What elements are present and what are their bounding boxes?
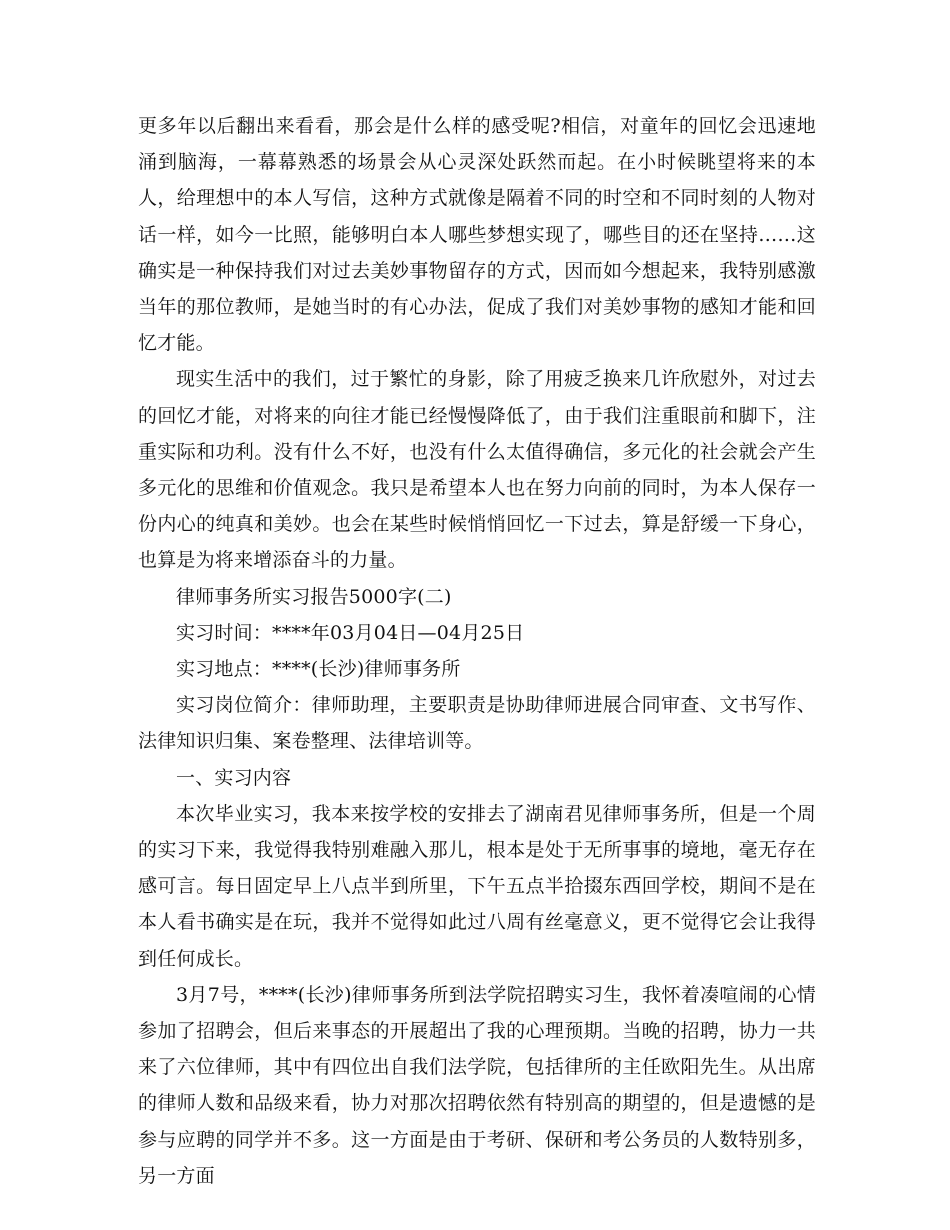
internship-time: 实习时间：****年03月04日—04月25日 <box>176 621 525 644</box>
heading-internship-content: 一、实习内容 <box>176 766 292 789</box>
section-title: 律师事务所实习报告5000字(二) <box>176 585 452 608</box>
paragraph-first-internship: 本次毕业实习，我本来按学校的安排去了湖南君见律师事务所，但是一个周的实习下来，我觉得我特别难融入那儿，根本是处于无所事事的境地，毫无存在感可言。每日固定早上八点半到所里，下午五点半拾掇东西回学校，期间不是在本人看书确实是在玩，我并不觉得如此过八周有丝毫意义，更不觉得它会让我得到任何成长。 <box>138 802 816 970</box>
paragraph-recruitment: 3月7号，****(长沙)律师事务所到法学院招聘实习生，我怀着凑喧闹的心情参加了招聘会，但后来事态的开展超出了我的心理预期。当晚的招聘，协力一共来了六位律师，其中有四位出自我们法学院，包括律所的主任欧阳先生。从出席的律师人数和品级来看，协力对那次招聘依然有特别高的期望的，但是遗憾的是参与应聘的同学并不多。这一方面是由于考研、保研和考公务员的人数特别多，另一方面 <box>138 983 816 1187</box>
internship-position: 实习岗位简介：律师助理，主要职责是协助律师进展合同审查、文书写作、法律知识归集、案卷整理、法律培训等。 <box>138 694 816 753</box>
paragraph-continuation: 更多年以后翻出来看看，那会是什么样的感受呢?相信，对童年的回忆会迅速地涌到脑海，一幕幕熟悉的场景会从心灵深处跃然而起。在小时候眺望将来的本人，给理想中的本人写信，这种方式就像是隔着不同的时空和不同时刻的人物对话一样，如今一比照，能够明白本人哪些梦想实现了，哪些目的还在坚持……这确实是一种保持我们对过去美妙事物留存的方式，因而如今想起来，我特别感激当年的那位教师，是她当时的有心办法，促成了我们对美妙事物的感知才能和回忆才能。 <box>138 115 816 355</box>
document-page <box>138 108 816 1194</box>
paragraph-reflection: 现实生活中的我们，过于繁忙的身影，除了用疲乏换来几许欣慰外，对过去的回忆才能，对将来的向往才能已经慢慢降低了，由于我们注重眼前和脚下，注重实际和功利。没有什么不好，也没有什么太值得确信，多元化的社会就会产生多元化的思维和价值观念。我只是希望本人也在努力向前的同时，为本人保存一份内心的纯真和美妙。也会在某些时候悄悄回忆一下过去，算是舒缓一下身心，也算是为将来增添奋斗的力量。 <box>138 368 816 572</box>
internship-location: 实习地点：****(长沙)律师事务所 <box>176 658 461 681</box>
